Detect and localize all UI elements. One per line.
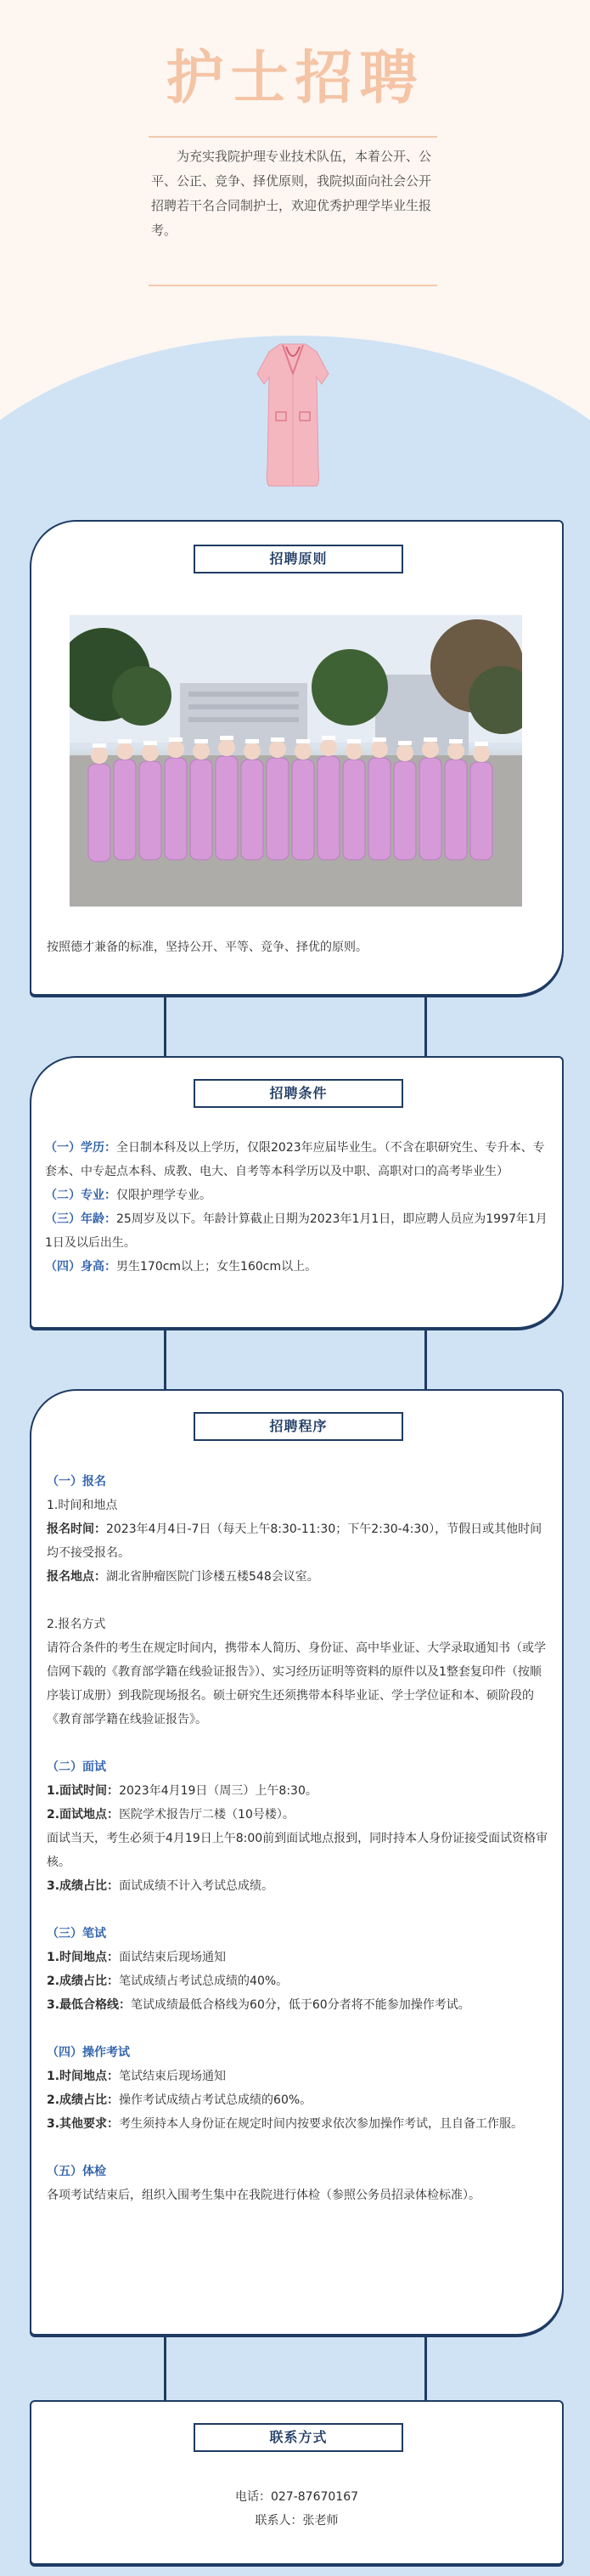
- condition-item: （二）专业：仅限护理学专业。: [45, 1189, 211, 1202]
- subsection-title: （一）报名: [47, 1475, 106, 1489]
- contact-card: [30, 2400, 564, 2565]
- subsection-title: （五）体检: [47, 2165, 106, 2178]
- connector: [424, 992, 427, 1056]
- subsection-title: （四）操作考试: [47, 2046, 130, 2059]
- condition-item: （一）学历：全日制本科及以上学历，仅限2023年应届毕业生。（不含在职研究生、专升本、专套本、中专起点本科、成教、电大、自考等本科学历以及中职、高职对口的高考毕业生）: [45, 1141, 545, 1178]
- principles-text: 按照德才兼备的标准，坚持公开、平等、竞争、择优的原则。: [47, 941, 368, 954]
- divider: [149, 285, 437, 286]
- subsection-title: （三）笔试: [47, 1927, 106, 1940]
- connector: [424, 1325, 427, 1389]
- nurse-uniform-icon: [250, 340, 335, 493]
- connector: [164, 1325, 166, 1389]
- page-title: 护士招聘: [166, 44, 424, 112]
- subsection-title: （二）面试: [47, 1760, 106, 1774]
- principles-card: [30, 520, 564, 996]
- nurse-group-photo: [70, 615, 522, 907]
- connector: [424, 2332, 427, 2400]
- hero-section: [0, 0, 590, 510]
- procedure-body: （一）报名 1.时间和地点 报名时间：2023年4月4日-7日（每天上午8:30-11:30；下午2:30-4:30），节假日或其他时间均不接受报名。 报名地点：湖北省肿瘤医院门诊楼五楼548会议室。 2.报名方式 请符合条件的考生在规定时间内，携带本人简历、身份证、高中毕业证、大学录取通知书（或学信网下载的《教育部学籍在线验证报告》）、实习经历证明等资料的原件以及1整套复印件（按顺序装订成册）到我院现场报名。硕士研究生还须携带本科毕业证、学士学位证和本、硕阶段的《教育部学籍在线验证报告》。 （二）面试 1.面试时间：2023年4月19日（周三）上午8:30。 2.面试地点：医院学术报告厅二楼（10号楼）。 面试当天，考生必须于4月19日上午8:00前到面试地点报到，同时持本人身份证接受面试资格审核。 3.成绩占比：面试成绩不计入考试总成绩。 （三）笔试 1.时间地点：面试结束后现场通知 2.成绩占比：笔试成绩占考试总成绩的40%。 3.最低合格线：笔试成绩最低合格线为60分，低于60分者将不能参加操作考试。 （四）操作考试 1.时间地点：笔试结束后现场通知 2.成绩占比：操作考试成绩占考试总成绩的60%。 3.其他要求：考生须持本人身份证在规定时间内按要求依次参加操作考试，且自备工作服。 （五）体检 各项考试结束后，组织入围考生集中在我院进行体检（参照公务员招录体检标准）。: [47, 1470, 549, 2207]
- connector: [164, 992, 166, 1056]
- procedure-card: [30, 1389, 564, 2336]
- connector: [164, 2332, 166, 2400]
- contact-person: 联系人：张老师: [255, 2514, 339, 2528]
- divider: [149, 136, 437, 138]
- section-heading: 招聘程序: [194, 1412, 403, 1441]
- conditions-card: [30, 1056, 564, 1329]
- section-heading: 招聘条件: [194, 1079, 403, 1108]
- intro-text: 为充实我院护理专业技术队伍，本着公开、公平、公正、竞争、择优原则，我院拟面向社会公开招聘若干名合同制护士，欢迎优秀护理学毕业生报考。: [151, 149, 432, 238]
- section-heading: 联系方式: [194, 2423, 403, 2452]
- contact-phone: 电话：027-87670167: [234, 2490, 359, 2504]
- condition-item: （三）年龄：25周岁及以下。年龄计算截止日期为2023年1月1日，即应聘人员应为1997年1月1日及以后出生。: [45, 1212, 548, 1250]
- conditions-list: [45, 1136, 550, 1279]
- condition-item: （四）身高：男生170cm以上；女生160cm以上。: [45, 1260, 317, 1274]
- section-heading: 招聘原则: [194, 545, 403, 573]
